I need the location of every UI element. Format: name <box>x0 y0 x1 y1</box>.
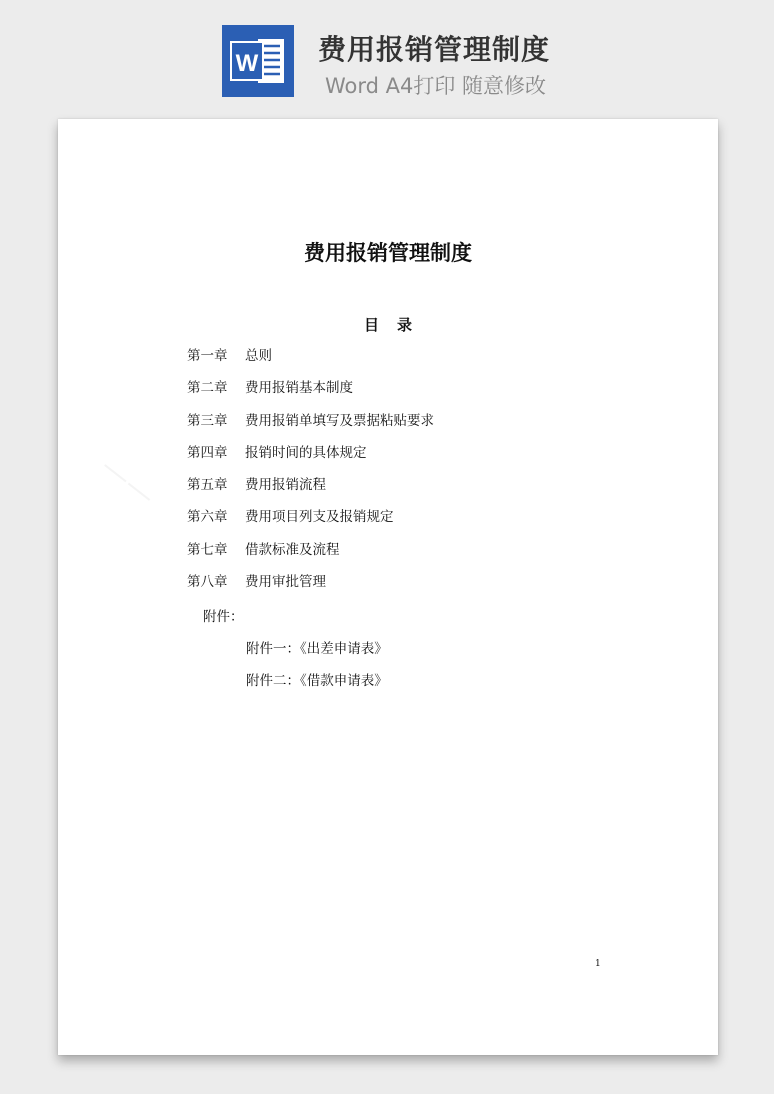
banner <box>0 0 774 112</box>
logo-letter: W <box>235 50 259 77</box>
toc-item <box>187 376 434 408</box>
toc-item <box>187 538 434 570</box>
chapter-number: 第三章 <box>187 412 228 429</box>
chapter-number: 第七章 <box>187 541 228 558</box>
toc-item <box>187 505 434 537</box>
page-number: 1 <box>595 959 601 969</box>
toc-item <box>187 473 434 505</box>
document-page <box>58 119 718 1055</box>
attachments-list <box>246 637 388 702</box>
chapter-number: 第二章 <box>187 380 228 397</box>
word-document-icon <box>222 25 294 97</box>
chapter-number: 第四章 <box>187 444 228 461</box>
attachment-item: 附件二：《借款申请表》 <box>246 673 388 690</box>
toc-heading: 目录 <box>363 316 430 334</box>
chapter-title: 费用项目列支及报销规定 <box>245 509 394 526</box>
banner-title: 费用报销管理制度 <box>318 33 551 66</box>
chapter-title: 报销时间的具体规定 <box>245 444 367 461</box>
chapter-number: 第一章 <box>187 348 228 364</box>
toc-item <box>187 441 434 473</box>
toc-item <box>187 570 434 602</box>
chapter-number: 第六章 <box>187 509 228 526</box>
chapter-title: 费用报销单填写及票据粘贴要求 <box>245 412 434 429</box>
chapter-title: 费用报销基本制度 <box>245 380 353 397</box>
toc-list <box>187 344 434 602</box>
banner-subtitle: Word A4打印 随意修改 <box>325 74 547 98</box>
toc-item <box>187 344 434 376</box>
chapter-title: 总则 <box>245 348 272 364</box>
document-title: 费用报销管理制度 <box>304 240 472 265</box>
chapter-title: 借款标准及流程 <box>245 541 340 558</box>
attachment-item: 附件一：《出差申请表》 <box>246 641 388 657</box>
attachments-label: 附件： <box>203 609 244 625</box>
chapter-title: 费用审批管理 <box>245 574 326 591</box>
toc-item <box>187 409 434 441</box>
chapter-number: 第八章 <box>187 574 228 591</box>
chapter-title: 费用报销流程 <box>245 477 326 494</box>
watermark <box>94 449 163 514</box>
chapter-number: 第五章 <box>187 477 228 494</box>
